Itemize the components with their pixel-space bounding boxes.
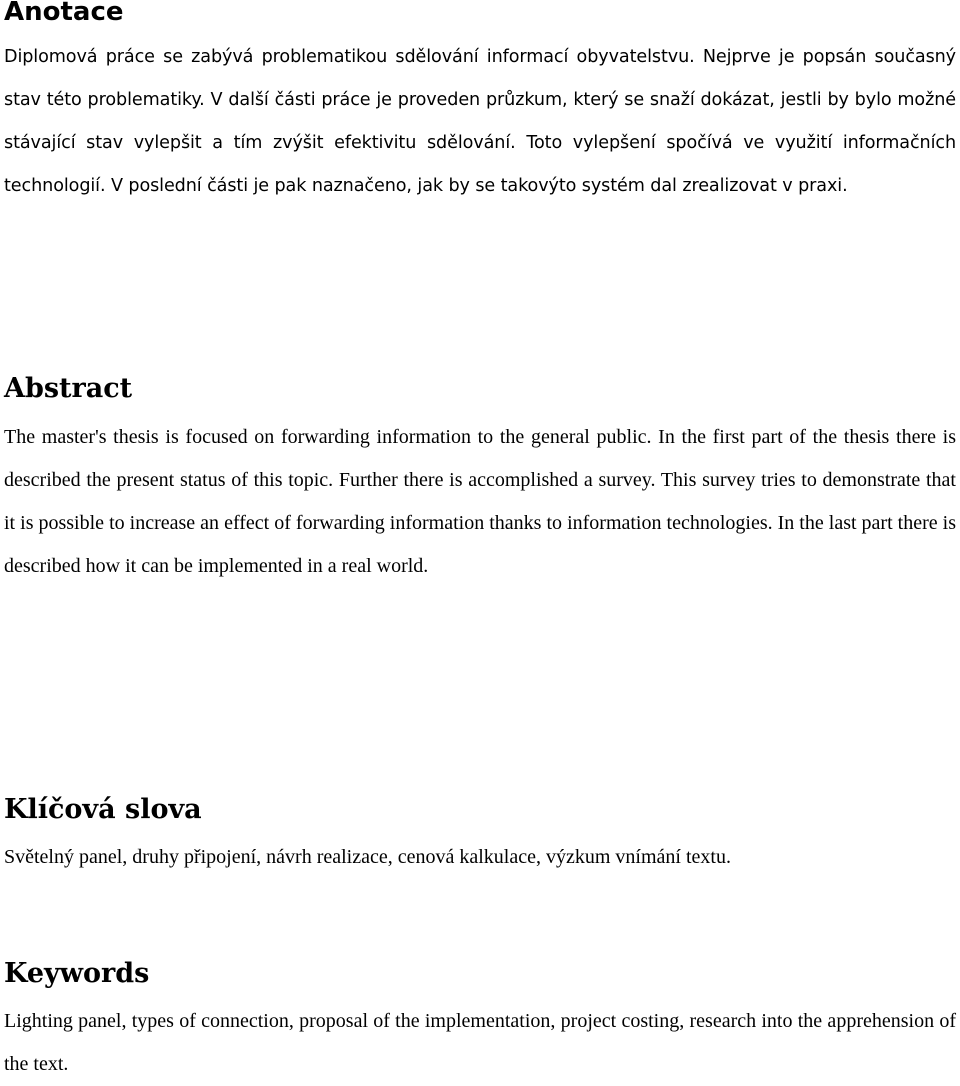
klicova-slova-heading: Klíčová slova xyxy=(4,794,202,825)
keywords-paragraph: Lighting panel, types of connection, proposal of the implementation, project costing, research into the apprehension of the text. xyxy=(4,1010,956,1075)
anotace-heading: Anotace xyxy=(4,0,124,27)
abstract-paragraph: The master's thesis is focused on forwarding information to the general public. In the first part of the thesis there is described the present status of this topic. Further there is accomplished a survey. This survey tries to demonstrate that it is possible to increase an effect of forwarding information thanks to information technologies. In the last part there is described how it can be implemented in a real world. xyxy=(4,426,956,577)
abstract-heading: Abstract xyxy=(4,373,133,404)
klicova-slova-paragraph: Světelný panel, druhy připojení, návrh realizace, cenová kalkulace, výzkum vnímání textu. xyxy=(4,846,731,868)
anotace-paragraph: Diplomová práce se zabývá problematikou sdělování informací obyvatelstvu. Nejprve je popsán současný stav této problematiky. V další části práce je proveden průzkum, který se snaží dokázat, jestli by bylo možné stávající stav vylepšit a tím zvýšit efektivitu sdělování. Toto vylepšení spočívá ve využití informačních technologií. V poslední části je pak naznačeno, jak by se takovýto systém dal zrealizovat v praxi. xyxy=(4,47,956,196)
keywords-heading: Keywords xyxy=(4,958,150,989)
